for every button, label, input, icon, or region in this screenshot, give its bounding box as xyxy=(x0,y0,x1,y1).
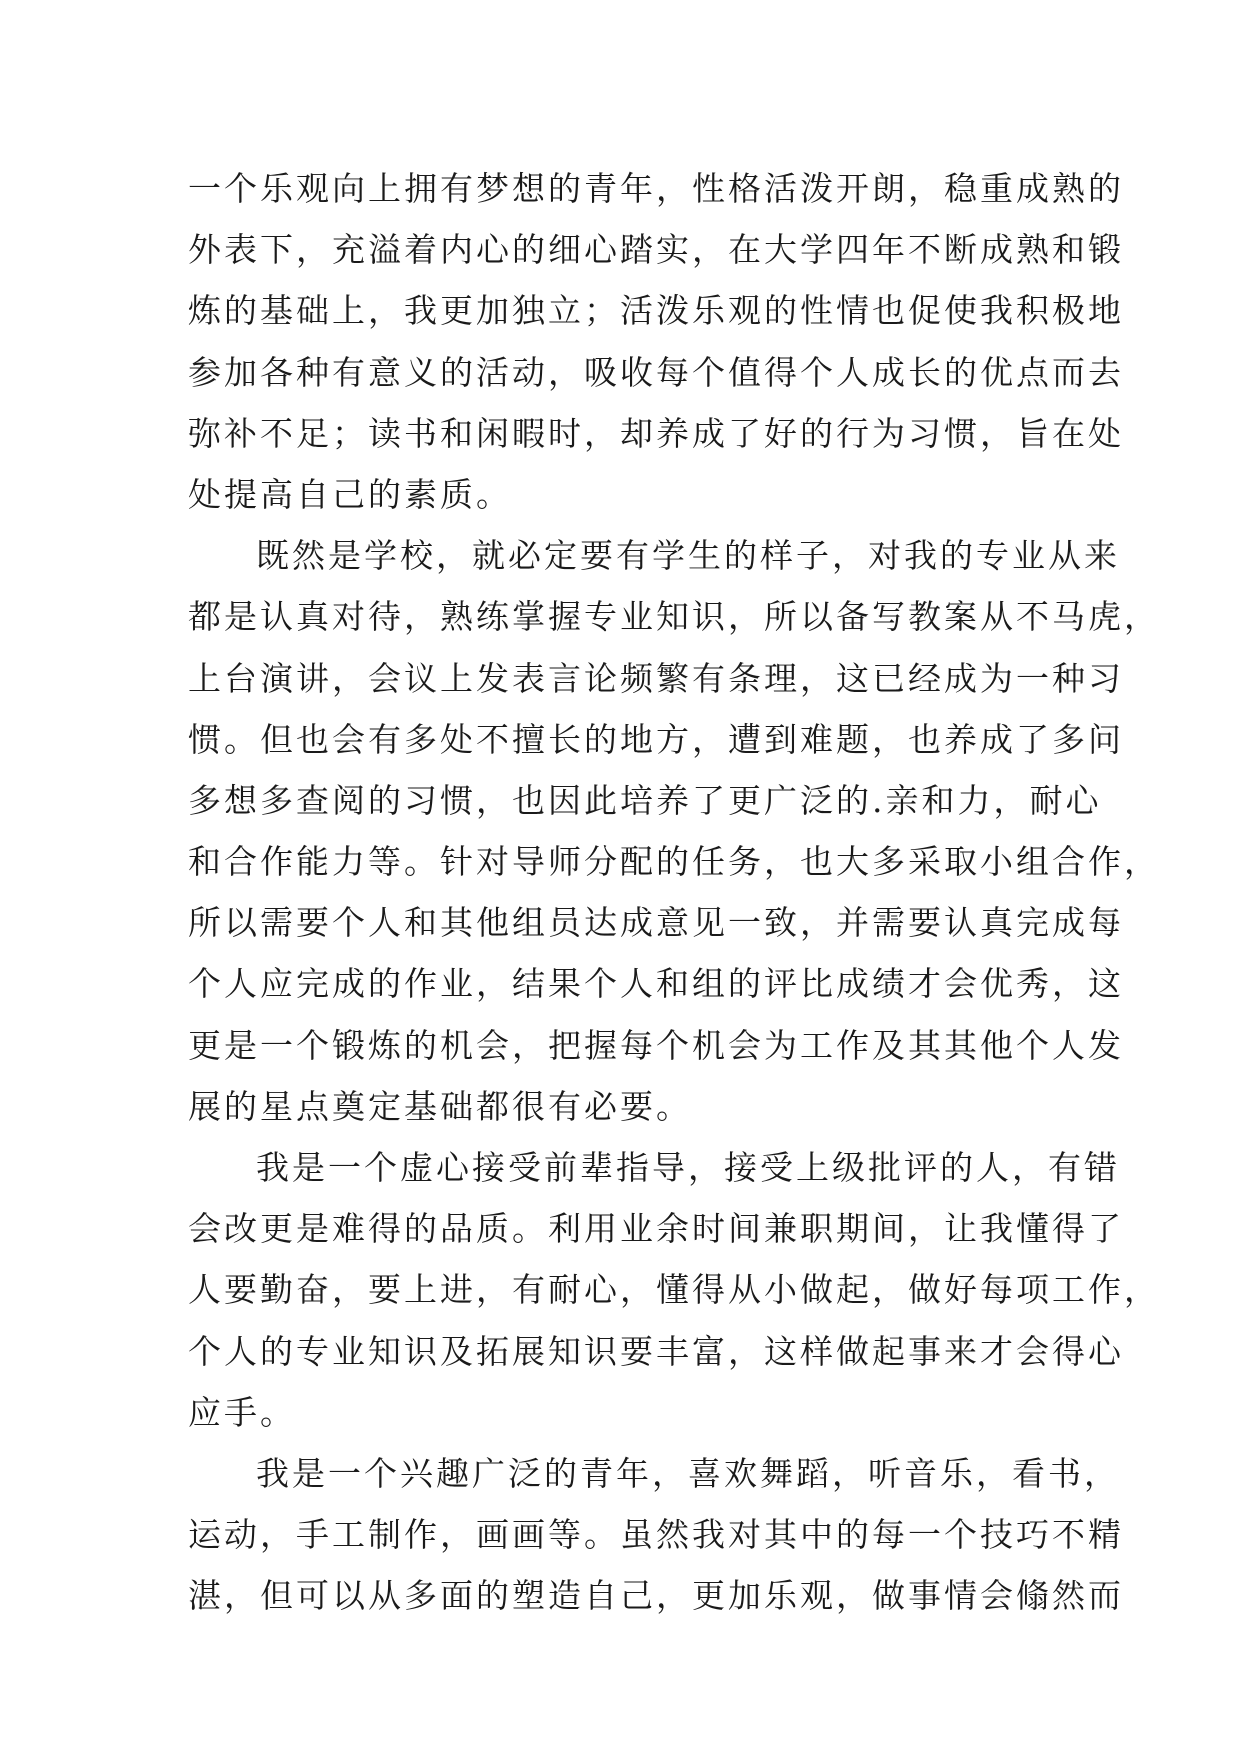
paragraph-3-line-3: 人要勤奋，要上进，有耐心，懂得从小做起，做好每项工作， xyxy=(188,1270,1160,1310)
paragraph-4-line-2: 运动，手工制作，画画等。虽然我对其中的每一个技巧不精 xyxy=(188,1515,1124,1555)
paragraph-2-line-9: 更是一个锻炼的机会，把握每个机会为工作及其其他个人发 xyxy=(188,1025,1124,1065)
paragraph-3-line-4: 个人的专业知识及拓展知识要丰富，这样做起事来才会得心 xyxy=(188,1331,1124,1371)
paragraph-2-line-2: 都是认真对待，熟练掌握专业知识，所以备写教案从不马虎， xyxy=(188,597,1160,637)
paragraph-1-line-6: 处提高自己的素质。 xyxy=(188,474,512,514)
paragraph-3-line-2: 会改更是难得的品质。利用业余时间兼职期间，让我懂得了 xyxy=(188,1209,1124,1249)
paragraph-2-line-3: 上台演讲，会议上发表言论频繁有条理，这已经成为一种习 xyxy=(188,658,1124,698)
paragraph-1-line-3: 炼的基础上，我更加独立；活泼乐观的性情也促使我积极地 xyxy=(188,291,1124,331)
paragraph-3-line-5: 应手。 xyxy=(188,1392,296,1432)
paragraph-2-line-7: 所以需要个人和其他组员达成意见一致，并需要认真完成每 xyxy=(188,903,1124,943)
paragraph-2-line-6: 和合作能力等。针对导师分配的任务，也大多采取小组合作， xyxy=(188,842,1160,882)
paragraph-2-line-5: 多想多查阅的习惯，也因此培养了更广泛的.亲和力，耐心 xyxy=(188,780,1102,820)
paragraph-4-line-1: 我是一个兴趣广泛的青年，喜欢舞蹈，听音乐，看书， xyxy=(256,1453,1120,1493)
paragraph-2-line-10: 展的星点奠定基础都很有必要。 xyxy=(188,1086,692,1126)
paragraph-2-line-1: 既然是学校，就必定要有学生的样子，对我的专业从来 xyxy=(256,536,1120,576)
paragraph-2-line-8: 个人应完成的作业，结果个人和组的评比成绩才会优秀，这 xyxy=(188,964,1124,1004)
paragraph-1-line-4: 参加各种有意义的活动，吸收每个值得个人成长的优点而去 xyxy=(188,352,1124,392)
paragraph-2-line-4: 惯。但也会有多处不擅长的地方，遭到难题，也养成了多问 xyxy=(188,719,1124,759)
paragraph-3-line-1: 我是一个虚心接受前辈指导，接受上级批评的人，有错 xyxy=(256,1148,1120,1187)
paragraph-1-line-2: 外表下，充溢着内心的细心踏实，在大学四年不断成熟和锻 xyxy=(188,230,1124,270)
document-body xyxy=(188,158,1160,1627)
paragraph-4-line-3: 湛，但可以从多面的塑造自己，更加乐观，做事情会翛然而 xyxy=(188,1576,1124,1616)
paragraph-1-line-1: 一个乐观向上拥有梦想的青年，性格活泼开朗，稳重成熟的 xyxy=(188,169,1124,208)
paragraph-1-line-5: 弥补不足；读书和闲暇时，却养成了好的行为习惯，旨在处 xyxy=(188,413,1124,453)
